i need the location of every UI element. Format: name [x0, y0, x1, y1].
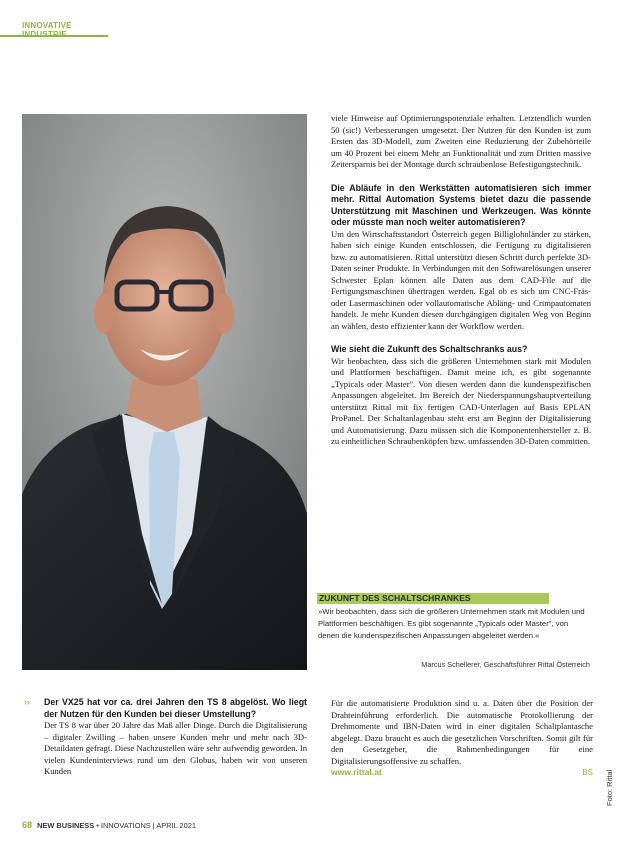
pullquote-author: Marcus Schellerer, Geschäftsführer Rittal Österreich [421, 660, 590, 669]
paragraph: Für die automatisierte Produktion sind u. a. Daten über die Position der Drahteinführung erforderlich. Die automatische Protokollierung der Drehmomente und IBN-Daten wird in einer digitalen Schaltplantasche abgelegt. Dazu braucht es auch die gesetzlichen Vorschriften. Somit gilt für den Gesetzgeber, die Rahmenbedingungen für eine Digitalisierungsoffensive zu schaffen. [331, 698, 593, 766]
page-footer [22, 820, 322, 830]
interview-question: Der VX25 hat vor ca. drei Jahren den TS 8 abgelöst. Wo liegt der Nutzen für den Kunden bei dieser Umstellung? [44, 697, 307, 719]
interview-question: Die Abläufe in den Werkstätten automatisieren sich immer mehr. Rittal Automation Systems bietet dazu die passende Unterstützung mit Maschinen und Werkzeugen. Was könnte oder müsste man noch weiter automatisieren? [331, 182, 591, 227]
website-link[interactable]: www.rittal.at [331, 767, 382, 777]
photo-credit [597, 750, 627, 810]
author-signature: BS [582, 768, 593, 777]
section-label: INNOVATIVE [22, 21, 72, 30]
bottom-left-column [24, 697, 307, 778]
magazine-section: INNOVATIONS [100, 821, 151, 830]
pullquote-title: ZUKUNFT DES SCHALTSCHRANKES [317, 593, 549, 604]
section-rule [0, 35, 108, 37]
photo-credit-text: Foto: Rittal [605, 769, 614, 806]
paragraph: viele Hinweise auf Optimierungspotenziale erhalten. Letztendlich wurden 50 (sic!) Verbesserungen umgesetzt. Der Nutzen für den Kunden ist zum Ersten das 3D-Modell, zum Zweiten eine Reduzierung der Zubehörteile um 40 Prozent bei einem Mehr an Funktionalität und zum Dritten massive Zeitersparnis bei der Montage durch schraubenlose Befestigungstechnik. [331, 113, 591, 169]
portrait-photo [22, 114, 307, 670]
magazine-name: NEW BUSINESS [37, 821, 95, 830]
interview-question: Wie sieht die Zukunft des Schaltschranks aus? [331, 344, 528, 354]
question-marker: ›› [24, 697, 30, 707]
right-column [331, 113, 591, 448]
page-number: 68 [22, 820, 33, 830]
footer-separator: | [152, 821, 155, 830]
paragraph: Um den Wirtschaftsstandort Österreich gegen Billiglohnländer zu stärken, haben sich einige Kunden entschlossen, die Fertigung zu digitalisieren bzw. zu automatisieren. Rittal unterstützt diesen Schritt durch perfekte 3D-Daten seiner Produkte. In Verbindungen mit den Softwarelösungen unserer Schwester Eplan können alle Daten aus dem CAD-File auf die Fertigungsmaschinen übertragen werden. Egal ob es sich um CNC-Fräs- oder Lasermaschinen oder vollautomatische Abläng- und Crimpautomaten handelt. Je mehr Kunden diesen durchgängigen digitalen Weg von Beginn an wählen, desto effizienter kann der Workflow werden. [331, 228, 591, 331]
footer-separator: • [96, 821, 99, 830]
bottom-right-column [331, 698, 593, 779]
paragraph: Der TS 8 war über 20 Jahre das Maß aller Dinge. Durch die Digitalisierung – digitaler Zwilling – haben unsere Kunden mehr und mehr nach 3D-Detaildaten gefragt. Diese Nachzustellen wäre sehr aufwendig geworden. In vielen Kundeninterviews rund um den Globus, haben wir von unseren Kunden [44, 720, 307, 776]
paragraph: Wir beobachten, dass sich die größeren Unternehmen stark mit Modulen und Plattformen beschäftigen. Damit meine ich, es gibt sogenannte „Typicals oder Master". Von diesen werden dann die kundenspezifischen Anpassungen abgeleitet. Im Bereich der Niederspannungshauptverteilung unterstützt Rittal mit fix fertigen CAD-Unterlagen auf Basis EPLAN ProPanel. Der Schaltanlagenbau steht erst am Beginn der Digitalisierung und Automatisierung. Dazu müssen sich die Komponentenhersteller z. B. zu einheitlichen Schraubenköpfen bzw. umfassenden 3D-Daten committen. [331, 355, 591, 446]
issue-date: APRIL 2021 [156, 821, 196, 830]
pullquote-text: »Wir beobachten, dass sich die größeren Unternehmen stark mit Modulen und Plattformen beschäftigen. Es gibt sogenannte „Typicals oder Master", von denen die kundenspezifischen Anpassungen abgeleitet werden.« [318, 607, 585, 640]
section-header [0, 18, 108, 37]
